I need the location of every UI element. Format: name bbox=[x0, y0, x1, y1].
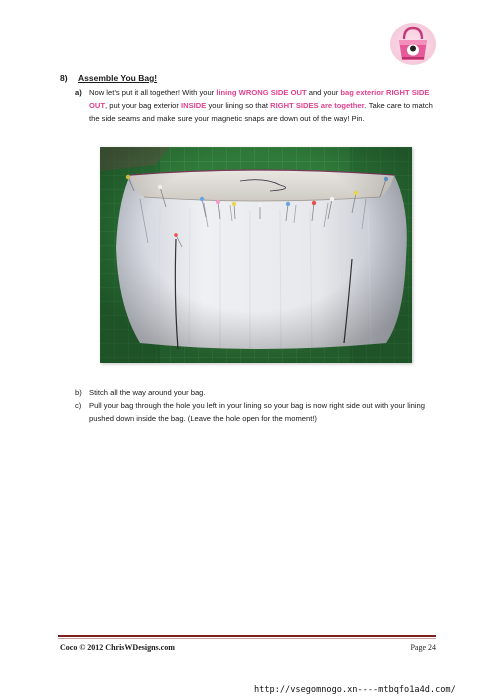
substep-a-text bbox=[89, 86, 437, 126]
highlight-lining-wrong-side-out: lining WRONG SIDE OUT bbox=[216, 88, 307, 97]
text-run: your lining so that bbox=[206, 101, 271, 111]
step-number: 8) bbox=[60, 73, 68, 83]
step-title: Assemble You Bag! bbox=[78, 73, 158, 83]
substep-b bbox=[75, 386, 437, 399]
substep-c bbox=[75, 399, 437, 425]
footer-page-number: Page 24 bbox=[410, 643, 436, 652]
substep-a bbox=[75, 86, 437, 126]
text-run: and your bbox=[306, 88, 341, 97]
substep-c-text: Pull your bag through the hole you left in your lining so your bag is now right side out with your lining pushed down inside the bag. (Leave the hole open for the moment!) bbox=[89, 401, 426, 424]
substep-a-letter: a) bbox=[75, 88, 82, 97]
substep-c-letter: c) bbox=[75, 401, 82, 410]
text-run: Now let’s put it all together! With your bbox=[89, 88, 217, 97]
handbag-logo-icon bbox=[388, 22, 438, 66]
substep-b-letter: b) bbox=[75, 388, 82, 397]
step-heading bbox=[60, 73, 157, 83]
text-run: . Take care to match the side seams and make sure your magnetic snaps are down out of the way! Pin. bbox=[89, 101, 433, 124]
highlight-inside: INSIDE bbox=[181, 101, 207, 111]
footer-copyright: Coco © 2012 ChrisWDesigns.com bbox=[60, 643, 175, 652]
footer-divider-thin bbox=[58, 638, 436, 639]
bag-photo bbox=[100, 147, 412, 363]
text-run: , put your bag exterior bbox=[105, 101, 182, 111]
substep-b-text: Stitch all the way around your bag. bbox=[89, 388, 206, 397]
watermark-url: http://vsegomnogo.xn----mtbqfo1a4d.com/ bbox=[254, 682, 494, 699]
highlight-right-sides-together: RIGHT SIDES are together bbox=[270, 101, 365, 111]
footer-divider bbox=[58, 635, 436, 637]
highlight-bag-exterior: bag exterior RIGHT SIDE OUT bbox=[89, 88, 430, 111]
